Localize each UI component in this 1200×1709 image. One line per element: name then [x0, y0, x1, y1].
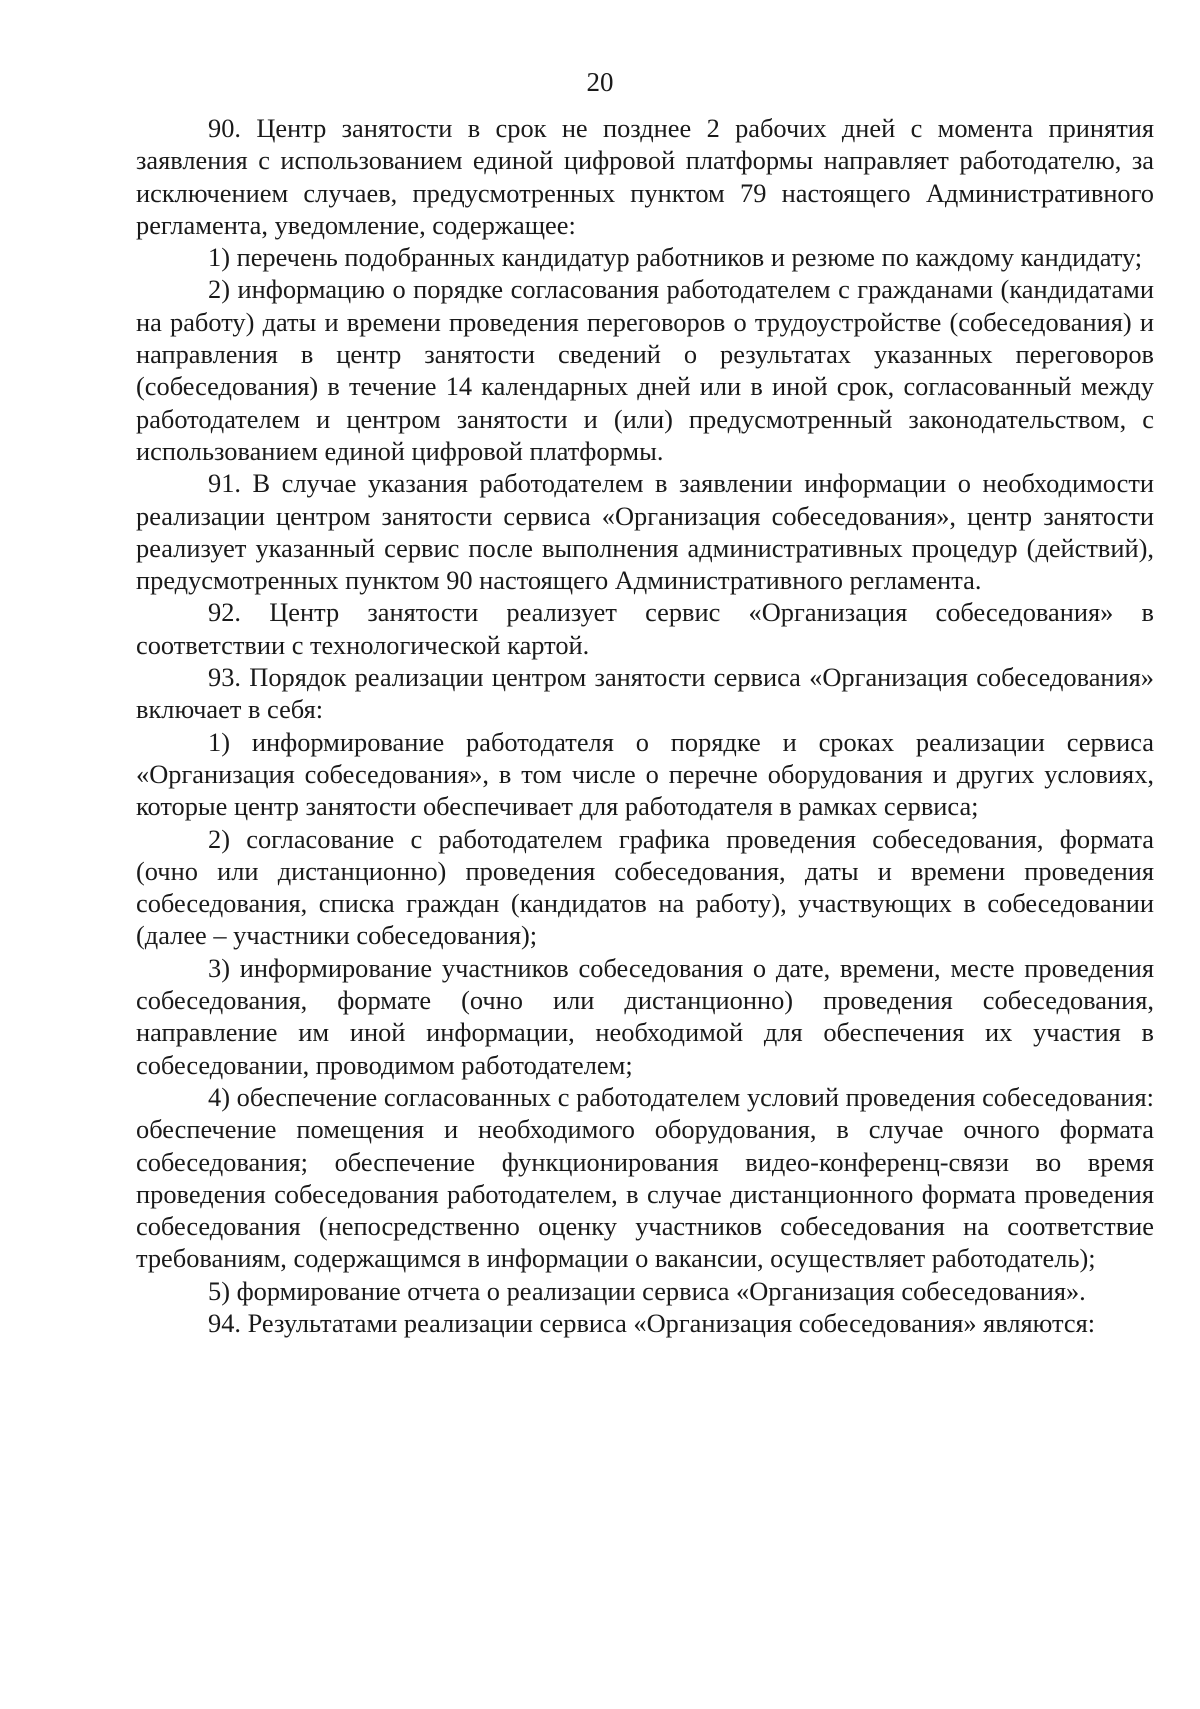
paragraph-93-item-4: 4) обеспечение согласованных с работодателем условий проведения собеседования: обеспечение помещения и необходимого оборудования, в случае очного формата собеседования; обеспечение функционирования видео-конференц-связи во время проведения собеседования работодателем, в случае дистанционного формата проведения собеседования (непосредственно оценку участников собеседования на соответствие требованиям, содержащимся в информации о вакансии, осуществляет работодатель);: [136, 1081, 1154, 1274]
paragraph-91: 91. В случае указания работодателем в заявлении информации о необходимости реализации центром занятости сервиса «Организация собеседования», центр занятости реализует указанный сервис после выполнения административных процедур (действий), предусмотренных пунктом 90 настоящего Административного регламента.: [136, 468, 1154, 596]
paragraph-93-item-2: 2) согласование с работодателем графика проведения собеседования, формата (очно или дистанционно) проведения собеседования, даты и времени проведения собеседования, списка граждан (кандидатов на работу), участвующих в собеседовании (далее – участники собеседования);: [136, 823, 1154, 951]
paragraph-94: 94. Результатами реализации сервиса «Организация собеседования» являются:: [208, 1307, 1096, 1338]
paragraph-92: 92. Центр занятости реализует сервис «Организация собеседования» в соответствии с технологической картой.: [136, 597, 1154, 660]
paragraph-90-item-1: 1) перечень подобранных кандидатур работников и резюме по каждому кандидату;: [208, 242, 1143, 273]
paragraph-90: 90. Центр занятости в срок не позднее 2 рабочих дней с момента принятия заявления с использованием единой цифровой платформы направляет работодателю, за исключением случаев, предусмотренных пунктом 79 настоящего Административного регламента, уведомление, содержащее:: [136, 113, 1154, 240]
paragraph-90-item-2: 2) информацию о порядке согласования работодателем с гражданами (кандидатами на работу) даты и времени проведения переговоров о трудоустройстве (собеседования) и направления в центр занятости сведений о результатах указанных переговоров (собеседования) в течение 14 календарных дней или в иной срок, согласованный между работодателем и центром занятости и (или) предусмотренный законодательством, с использованием единой цифровой платформы.: [136, 274, 1154, 466]
paragraph-93-item-5: 5) формирование отчета о реализации сервиса «Организация собеседования».: [208, 1275, 1086, 1306]
paragraph-93-item-1: 1) информирование работодателя о порядке и сроках реализации сервиса «Организация собеседования», в том числе о перечне оборудования и других условиях, которые центр занятости обеспечивает для работодателя в рамках сервиса;: [136, 726, 1154, 822]
paragraph-93: 93. Порядок реализации центром занятости сервиса «Организация собеседования» включает в себя:: [136, 662, 1154, 725]
page-number: 20: [586, 67, 614, 97]
document-body: [136, 112, 1154, 1339]
paragraph-93-item-3: 3) информирование участников собеседования о дате, времени, месте проведения собеседования, формате (очно или дистанционно) проведения собеседования, направление им иной информации, необходимой для обеспечения их участия в собеседовании, проводимом работодателем;: [136, 952, 1154, 1080]
